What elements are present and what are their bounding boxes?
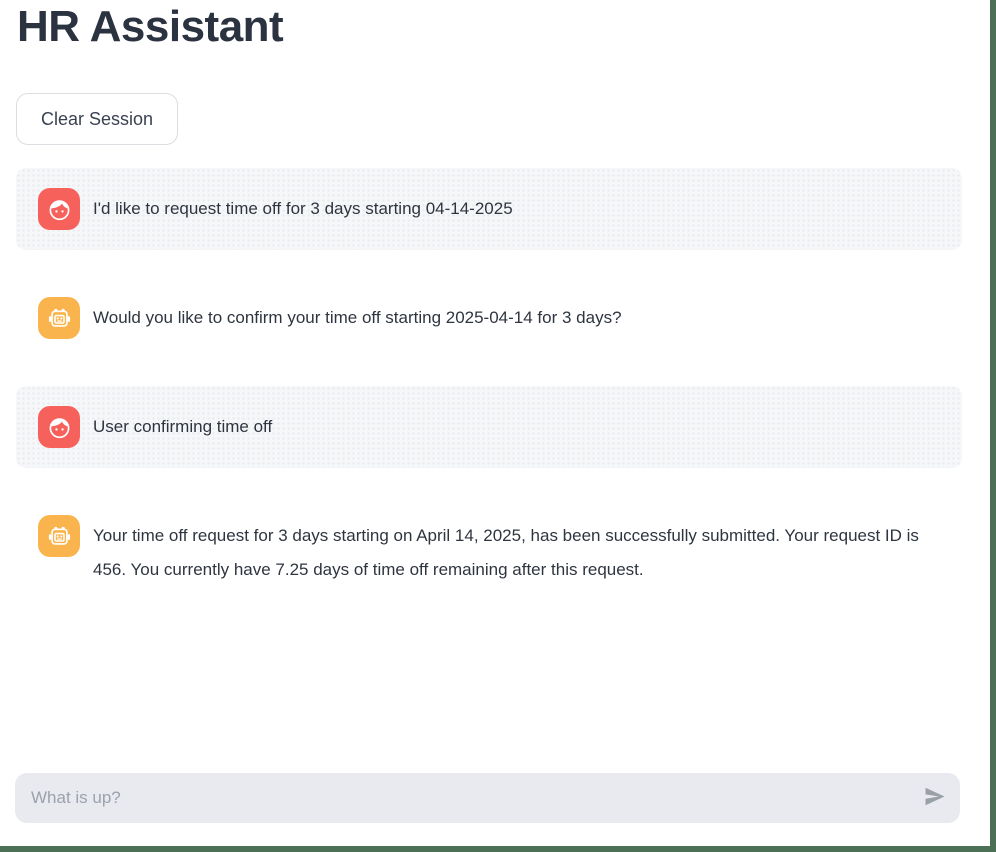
paper-plane-icon <box>922 784 947 812</box>
chat-input[interactable] <box>15 773 914 823</box>
assistant-message-row <box>16 495 962 607</box>
person-face-icon <box>46 414 73 441</box>
message-text: Your time off request for 3 days starting on April 14, 2025, has been successfully submitted. Your request ID is 456. You currently have 7.25 days of time off remaining after this request. <box>93 526 919 579</box>
page-title: HR Assistant <box>17 2 284 51</box>
user-message-row <box>16 168 962 250</box>
message-text: Would you like to confirm your time off starting 2025-04-14 for 3 days? <box>93 308 622 327</box>
message-text: User confirming time off <box>93 417 273 436</box>
user-avatar <box>38 188 80 230</box>
assistant-message-row <box>16 277 962 359</box>
robot-face-icon <box>46 523 73 550</box>
send-button[interactable] <box>914 778 954 818</box>
chat-input-bar <box>15 773 960 823</box>
clear-session-button[interactable]: Clear Session <box>16 93 178 145</box>
window-edge-right <box>990 0 996 852</box>
person-face-icon <box>46 196 73 223</box>
message-text: I'd like to request time off for 3 days starting 04-14-2025 <box>93 199 513 218</box>
robot-face-icon <box>46 305 73 332</box>
window-edge-bottom <box>0 846 996 852</box>
assistant-avatar <box>38 515 80 557</box>
chat-history <box>16 168 962 634</box>
user-avatar <box>38 406 80 448</box>
user-message-row <box>16 386 962 468</box>
assistant-avatar <box>38 297 80 339</box>
